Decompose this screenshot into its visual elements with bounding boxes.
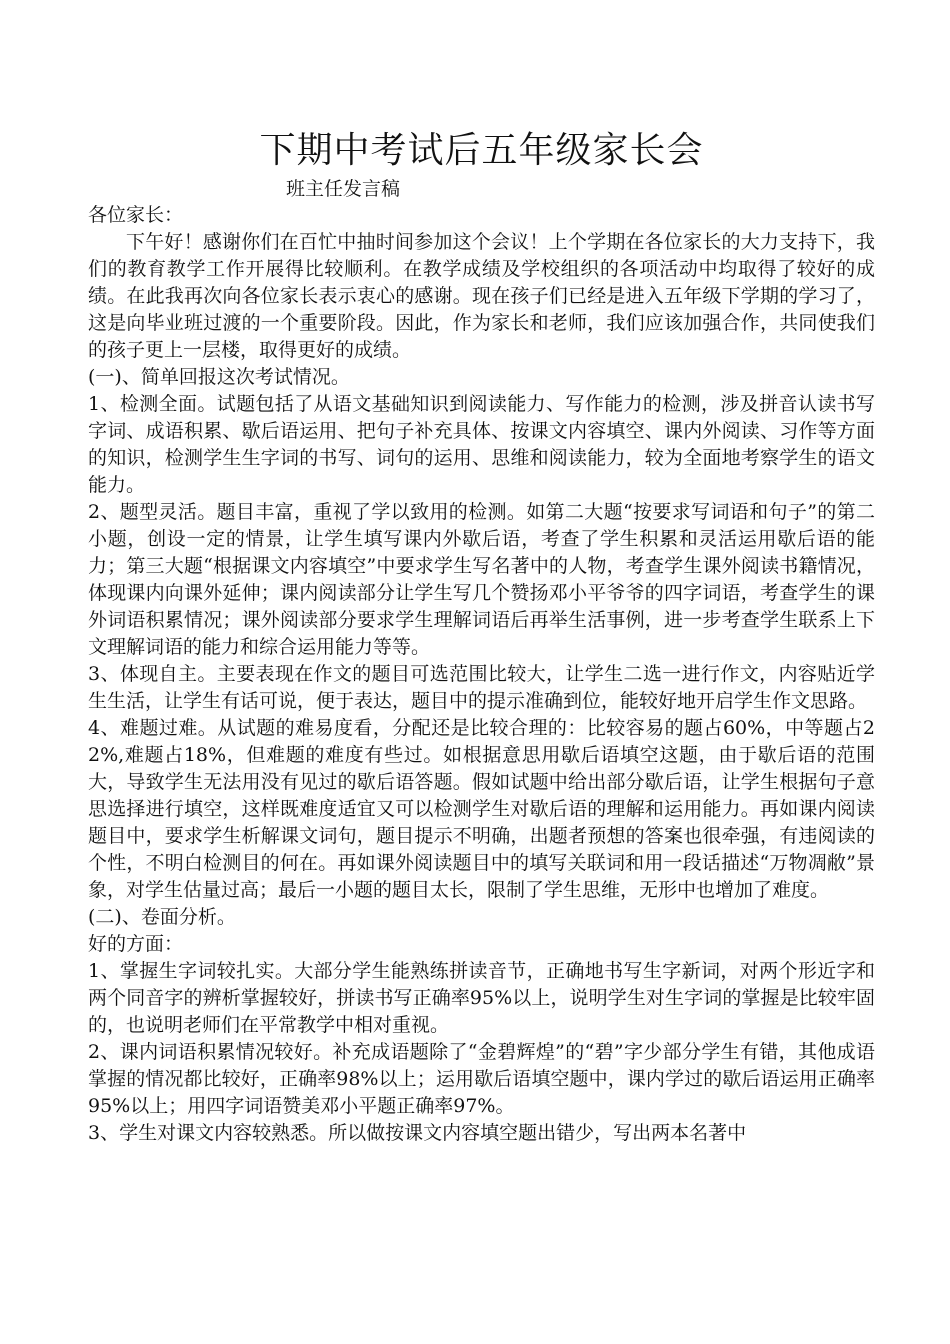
paragraph-point-4: 4、难题过难。从试题的难易度看，分配还是比较合理的：比较容易的题占60%，中等题占22%,难题占18%，但难题的难度有些过。如根据意思用歇后语填空这题，由于歇后语的范围大，导致学生无法用没有见过的歇后语答题。假如试题中给出部分歇后语，让学生根据句子意思选择进行填空，这样既难度适宜又可以检测学生对歇后语的理解和运用能力。再如课内阅读题目中，要求学生析解课文词句，题目提示不明确，出题者预想的答案也很牵强，有违阅读的个性，不明白检测目的何在。再如课外阅读题目中的填写关联词和用一段话描述“万物凋敝”景象，对学生估量过高；最后一小题的题目太长，限制了学生思维，无形中也增加了难度。 xyxy=(88,717,875,901)
paragraph-point-2: 2、题型灵活。题目丰富，重视了学以致用的检测。如第二大题“按要求写词语和句子”的第二小题，创设一定的情景，让学生填写课内外歇后语，考查了学生积累和灵活运用歇后语的能力；第三大题“根据课文内容填空”中要求学生写名著中的人物，考查学生课外阅读书籍情况，体现课内向课外延伸；课内阅读部分让学生写几个赞扬邓小平爷爷的四字词语，考查学生的课外词语积累情况；课外阅读部分要求学生理解词语后再举生活事例，进一步考查学生联系上下文理解词语的能力和综合运用能力等等。 xyxy=(88,501,875,658)
paragraph-point-3: 3、体现自主。主要表现在作文的题目可选范围比较大，让学生二选一进行作文，内容贴近学生生活，让学生有话可说，便于表达，题目中的提示准确到位，能较好地开启学生作文思路。 xyxy=(88,663,875,712)
opening-paragraph: 下午好！感谢你们在百忙中抽时间参加这个会议！上个学期在各位家长的大力支持下，我们的教育教学工作开展得比较顺利。在教学成绩及学校组织的各项活动中均取得了较好的成绩。在此我再次向各位家长表示衷心的感谢。现在孩子们已经是进入五年级下学期的学习了，这是向毕业班过渡的一个重要阶段。因此，作为家长和老师，我们应该加强合作，共同使我们的孩子更上一层楼，取得更好的成绩。 xyxy=(88,231,875,361)
paragraph-good-3: 3、学生对课文内容较熟悉。所以做按课文内容填空题出错少，写出两本名著中 xyxy=(88,1122,747,1144)
paragraph-good-1: 1、掌握生字词较扎实。大部分学生能熟练拼读音节，正确地书写生字新词，对两个形近字和两个同音字的辨析掌握较好，拼读书写正确率95%以上，说明学生对生字词的掌握是比较牢固的，也说明老师们在平常教学中相对重视。 xyxy=(88,960,875,1036)
section-heading-2: (二)、卷面分析。 xyxy=(88,906,236,928)
paragraph-good-2: 2、课内词语积累情况较好。补充成语题除了“金碧辉煌”的“碧”字少部分学生有错，其他成语掌握的情况都比较好，正确率98%以上；运用歇后语填空题中，课内学过的歇后语运用正确率95%以上；用四字词语赞美邓小平题正确率97%。 xyxy=(88,1041,875,1117)
document-page xyxy=(88,128,875,1147)
salutation: 各位家长： xyxy=(88,204,184,226)
paragraph-point-1: 1、检测全面。试题包括了从语文基础知识到阅读能力、写作能力的检测，涉及拼音认读书写字词、成语积累、歇后语运用、把句子补充具体、按课文内容填空、课内外阅读、习作等方面的知识，检测学生生字词的书写、词句的运用、思维和阅读能力，较为全面地考察学生的语文能力。 xyxy=(88,393,875,496)
document-title: 下期中考试后五年级家长会 xyxy=(259,130,704,171)
document-subtitle: 班主任发言稿 xyxy=(286,178,401,200)
section-heading-1: (一)、简单回报这次考试情况。 xyxy=(88,366,350,388)
subheading-good-aspects: 好的方面： xyxy=(88,933,184,955)
